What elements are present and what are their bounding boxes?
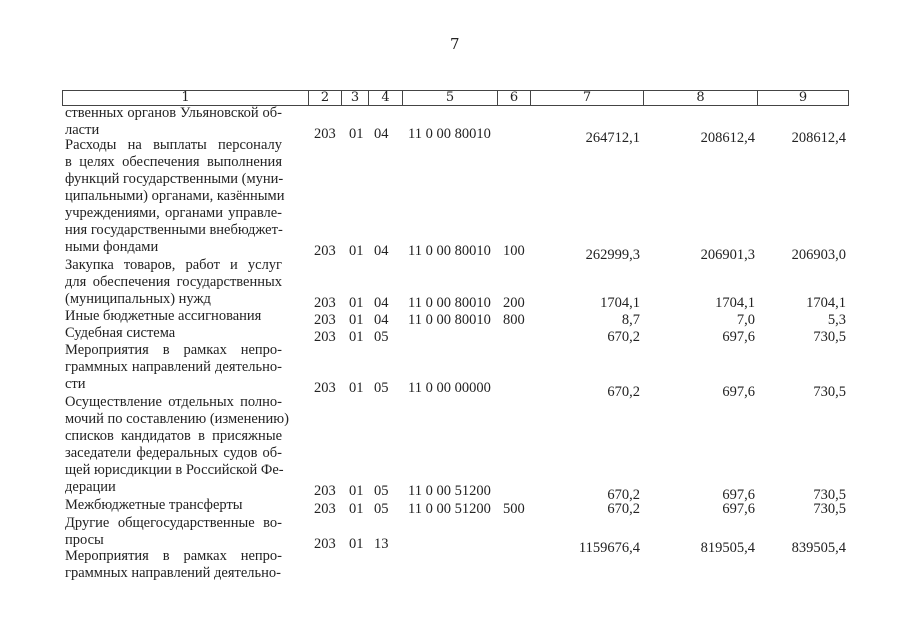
- row-description: [65, 497, 282, 514]
- cell-c3: 01: [349, 295, 364, 311]
- cell-c4: 04: [374, 243, 389, 259]
- cell-c4: 05: [374, 380, 389, 396]
- cell-c9: 730,5: [813, 487, 846, 503]
- cell-c8: 206901,3: [700, 247, 755, 263]
- header-cell-6: 6: [497, 90, 530, 106]
- row-description: [65, 137, 285, 256]
- row-description: [65, 257, 282, 308]
- description-line: граммных направлений деятельно-: [65, 565, 281, 581]
- cell-c9: 730,5: [813, 501, 846, 517]
- cell-c9: 206903,0: [791, 247, 846, 263]
- row-description: [65, 308, 282, 325]
- header-cell-1: 1: [62, 90, 308, 106]
- cell-c9: 5,3: [827, 312, 846, 328]
- cell-c9: 839505,4: [791, 540, 846, 556]
- cell-c7: 1704,1: [600, 295, 640, 311]
- cell-c5: 11 0 00 80010: [408, 126, 491, 142]
- cell-c5: 11 0 00 80010: [408, 243, 491, 259]
- description-line: для обеспечения государственных: [65, 274, 282, 290]
- cell-c6: 200: [503, 295, 525, 311]
- description-line: (муниципальных) нужд: [65, 291, 211, 307]
- cell-c7: 670,2: [607, 384, 640, 400]
- cell-c5: 11 0 00 80010: [408, 312, 491, 328]
- cell-c4: 05: [374, 329, 389, 345]
- description-line: списков кандидатов в присяжные: [65, 428, 282, 444]
- cell-c7: 8,7: [621, 312, 640, 328]
- header-cell-3: 3: [341, 90, 368, 106]
- cell-c7: 670,2: [607, 487, 640, 503]
- cell-c2: 203: [314, 536, 336, 552]
- description-line: ласти: [65, 122, 100, 138]
- cell-c3: 01: [349, 126, 364, 142]
- description-line: Осуществление отдельных полно-: [65, 394, 282, 410]
- cell-c2: 203: [314, 312, 336, 328]
- description-line: ственных органов Ульяновской об-: [65, 105, 282, 121]
- cell-c3: 01: [349, 312, 364, 328]
- cell-c6: 500: [503, 501, 525, 517]
- cell-c8: 697,6: [722, 501, 755, 517]
- header-cell-9: 9: [757, 90, 849, 106]
- cell-c8: 208612,4: [700, 130, 755, 146]
- cell-c7: 264712,1: [585, 130, 640, 146]
- cell-c5: 11 0 00 80010: [408, 295, 491, 311]
- cell-c3: 01: [349, 380, 364, 396]
- cell-c4: 04: [374, 312, 389, 328]
- cell-c7: 670,2: [607, 329, 640, 345]
- cell-c3: 01: [349, 483, 364, 499]
- description-line: мочий по составлению (изменению): [65, 411, 289, 427]
- cell-c4: 05: [374, 501, 389, 517]
- cell-c2: 203: [314, 501, 336, 517]
- header-cell-8: 8: [643, 90, 757, 106]
- row-description: [65, 342, 282, 393]
- cell-c2: 203: [314, 329, 336, 345]
- row-description: [65, 548, 282, 582]
- cell-c9: 730,5: [813, 329, 846, 345]
- description-line: Мероприятия в рамках непро-: [65, 548, 282, 564]
- cell-c3: 01: [349, 536, 364, 552]
- cell-c6: 800: [503, 312, 525, 328]
- description-line: сти: [65, 376, 86, 392]
- description-line: просы: [65, 532, 104, 548]
- row-description: [65, 515, 282, 549]
- description-line: Иные бюджетные ассигнования: [65, 308, 262, 324]
- cell-c9: 730,5: [813, 384, 846, 400]
- description-line: Другие общегосударственные во-: [65, 515, 282, 531]
- cell-c6: 100: [503, 243, 525, 259]
- cell-c7: 1159676,4: [578, 540, 640, 556]
- cell-c3: 01: [349, 501, 364, 517]
- cell-c9: 1704,1: [806, 295, 846, 311]
- cell-c8: 7,0: [736, 312, 755, 328]
- cell-c4: 05: [374, 483, 389, 499]
- description-line: Расходы на выплаты персоналу: [65, 137, 282, 153]
- cell-c9: 208612,4: [791, 130, 846, 146]
- cell-c8: 1704,1: [715, 295, 755, 311]
- cell-c4: 04: [374, 126, 389, 142]
- cell-c2: 203: [314, 243, 336, 259]
- cell-c5: 11 0 00 51200: [408, 501, 491, 517]
- description-line: Судебная система: [65, 325, 176, 341]
- description-line: ными фондами: [65, 239, 159, 255]
- cell-c7: 262999,3: [585, 247, 640, 263]
- cell-c2: 203: [314, 380, 336, 396]
- description-line: Закупка товаров, работ и услуг: [65, 257, 282, 273]
- row-description: [65, 394, 289, 496]
- cell-c5: 11 0 00 51200: [408, 483, 491, 499]
- cell-c8: 697,6: [722, 329, 755, 345]
- description-line: дерации: [65, 479, 116, 495]
- description-line: заседатели федеральных судов об-: [65, 445, 282, 461]
- description-line: учреждениями, органами управле-: [65, 205, 282, 221]
- cell-c2: 203: [314, 483, 336, 499]
- cell-c8: 819505,4: [700, 540, 755, 556]
- cell-c8: 697,6: [722, 384, 755, 400]
- cell-c4: 04: [374, 295, 389, 311]
- page-number: 7: [450, 35, 460, 53]
- cell-c5: 11 0 00 00000: [408, 380, 491, 396]
- description-line: Мероприятия в рамках непро-: [65, 342, 282, 358]
- description-line: в целях обеспечения выполнения: [65, 154, 282, 170]
- row-description: [65, 105, 282, 139]
- header-cell-5: 5: [402, 90, 497, 106]
- cell-c2: 203: [314, 295, 336, 311]
- header-cell-7: 7: [530, 90, 643, 106]
- description-line: Межбюджетные трансферты: [65, 497, 243, 513]
- cell-c3: 01: [349, 329, 364, 345]
- description-line: ния государственными внебюджет-: [65, 222, 283, 238]
- description-line: функций государственными (муни-: [65, 171, 284, 187]
- description-line: ципальными) органами, казёнными: [65, 188, 285, 204]
- header-cell-4: 4: [368, 90, 402, 106]
- cell-c7: 670,2: [607, 501, 640, 517]
- row-description: [65, 325, 282, 342]
- cell-c3: 01: [349, 243, 364, 259]
- cell-c2: 203: [314, 126, 336, 142]
- header-cell-2: 2: [308, 90, 341, 106]
- cell-c8: 697,6: [722, 487, 755, 503]
- description-line: щей юрисдикции в Российской Фе-: [65, 462, 284, 478]
- cell-c4: 13: [374, 536, 389, 552]
- description-line: граммных направлений деятельно-: [65, 359, 282, 375]
